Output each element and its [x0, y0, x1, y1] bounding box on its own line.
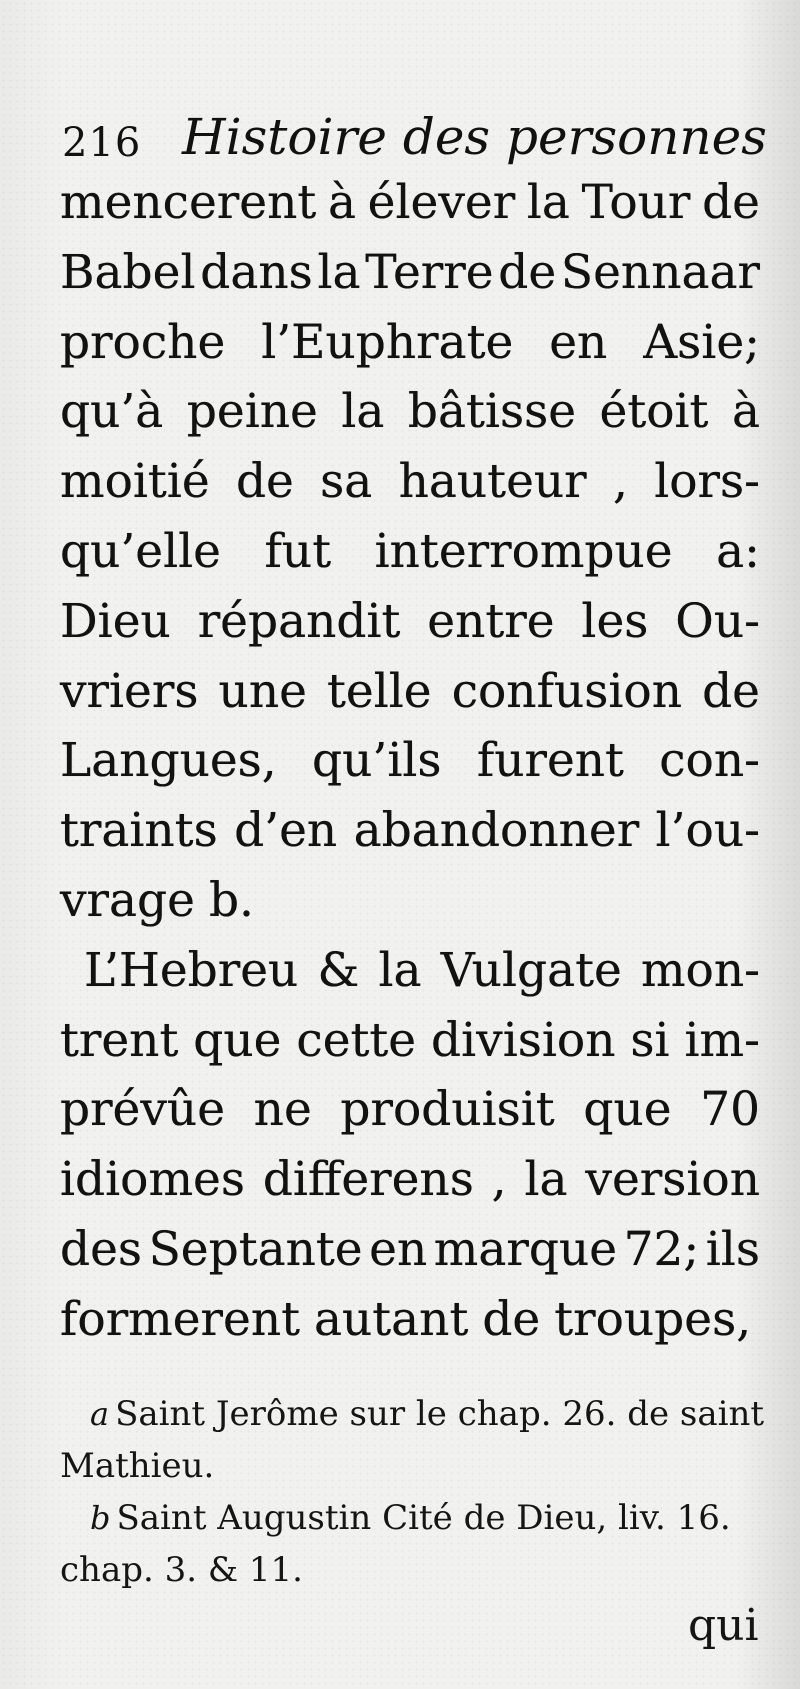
word: qu’à: [60, 384, 164, 440]
text-line: [60, 796, 760, 866]
text-line: [60, 308, 760, 378]
word: de: [702, 663, 760, 719]
text-line: [60, 1145, 760, 1215]
word: proche: [60, 314, 226, 370]
word: division: [431, 1012, 616, 1068]
word: cette: [296, 1012, 417, 1068]
text-line: [60, 726, 760, 796]
word: l’Euphrate: [261, 314, 514, 370]
footnote-a-text: Saint Jerôme sur le chap. 26. de saint: [115, 1394, 765, 1434]
word: des: [60, 1221, 143, 1277]
word: Babel: [60, 244, 196, 300]
footnote-a-continuation: [60, 1440, 760, 1492]
word: im-: [684, 1012, 760, 1068]
word: de: [482, 1291, 541, 1347]
text-line: [60, 447, 760, 517]
word: abandonner: [353, 803, 640, 859]
word: prévûe: [60, 1082, 226, 1138]
word: ,: [612, 454, 628, 510]
word: 72;: [623, 1221, 700, 1277]
footnote-b-text: Saint Augustin Cité de Dieu, liv. 16.: [116, 1498, 731, 1538]
word: formerent: [60, 1291, 300, 1347]
running-head: Histoire des personnes: [182, 108, 767, 166]
word: furent: [476, 733, 624, 789]
word: d’en: [234, 803, 338, 859]
word: mencerent: [60, 175, 317, 230]
word: ne: [253, 1082, 312, 1138]
word: que: [193, 1012, 282, 1068]
word: Ou-: [675, 593, 760, 649]
word: b.: [208, 872, 254, 928]
catchword: qui: [688, 1600, 759, 1651]
word: troupes,: [554, 1291, 752, 1347]
word: que: [583, 1082, 672, 1138]
word: differens: [262, 1152, 474, 1208]
word: fut: [264, 523, 332, 579]
word: bâtisse: [407, 384, 577, 440]
text-line: [60, 1215, 760, 1285]
word: con-: [659, 733, 760, 789]
word: l’ou-: [655, 803, 760, 859]
text-line: [60, 517, 760, 587]
word: Dieu: [60, 593, 171, 649]
word: la: [524, 1152, 568, 1208]
word: de: [702, 175, 760, 230]
footnote-b: [60, 1492, 760, 1544]
word: vriers: [60, 663, 199, 719]
word: hauteur: [398, 454, 587, 510]
word: dans: [200, 244, 313, 300]
text-line: [60, 1006, 760, 1076]
word: entre: [427, 593, 555, 649]
text-line: [60, 587, 760, 657]
word: ils: [705, 1221, 760, 1277]
text-line: [60, 657, 760, 727]
word: la: [378, 942, 422, 998]
text-line: [60, 238, 760, 308]
word: Asie;: [643, 314, 760, 370]
word: la: [317, 244, 361, 300]
word: mon-: [640, 942, 760, 998]
footnote-b-text-cont: chap. 3. & 11.: [60, 1550, 303, 1590]
text-line: [60, 377, 760, 447]
word: Tour: [581, 175, 691, 230]
word: marque: [433, 1221, 618, 1277]
footnote-b-continuation: [60, 1544, 760, 1596]
word: répandit: [197, 593, 401, 649]
text-line: [60, 1075, 760, 1145]
word: confusion: [451, 663, 682, 719]
word: les: [581, 593, 649, 649]
word: de: [235, 454, 294, 510]
word: version: [585, 1152, 760, 1208]
word: à: [327, 175, 356, 230]
word: si: [630, 1012, 670, 1068]
word: étoit: [599, 384, 709, 440]
word: de: [498, 244, 557, 300]
word: ,: [491, 1152, 507, 1208]
word: la: [341, 384, 385, 440]
footnotes: [60, 1388, 765, 1596]
word: traints: [60, 803, 218, 859]
word: L’Hebreu: [84, 942, 299, 998]
word: Sennaar: [560, 244, 760, 300]
word: une: [218, 663, 307, 719]
word: trent: [60, 1012, 179, 1068]
text-line: [60, 168, 760, 238]
word: idiomes: [60, 1152, 245, 1208]
word: moitié: [60, 454, 210, 510]
word: autant: [313, 1291, 469, 1347]
word: interrompue: [374, 523, 673, 579]
footnote-marker-a: a: [90, 1395, 110, 1433]
word: &: [317, 942, 360, 998]
word: Langues,: [60, 733, 277, 789]
word: en: [549, 314, 608, 370]
word: peine: [186, 384, 318, 440]
word: a:: [716, 523, 760, 579]
text-line: [60, 1285, 760, 1355]
footnote-a-text-cont: Mathieu.: [60, 1446, 215, 1486]
body-text: [60, 168, 760, 1355]
word: telle: [327, 663, 432, 719]
word: Septante: [148, 1221, 363, 1277]
word: en: [369, 1221, 428, 1277]
word: 70: [700, 1082, 760, 1138]
word: Terre: [365, 244, 494, 300]
text-line: [60, 936, 760, 1006]
footnote-marker-b: b: [90, 1499, 111, 1537]
word: Vulgate: [440, 942, 622, 998]
word: vrage: [60, 872, 195, 928]
word: à: [731, 384, 760, 440]
word: produisit: [340, 1082, 555, 1138]
word: sa: [320, 454, 373, 510]
word: la: [526, 175, 570, 230]
text-line: [60, 866, 760, 936]
word: qu’ils: [312, 733, 442, 789]
footnote-a: [60, 1388, 765, 1440]
word: lors-: [654, 454, 760, 510]
word: qu’elle: [60, 523, 221, 579]
word: élever: [367, 175, 516, 230]
page-number: 216: [62, 120, 142, 166]
